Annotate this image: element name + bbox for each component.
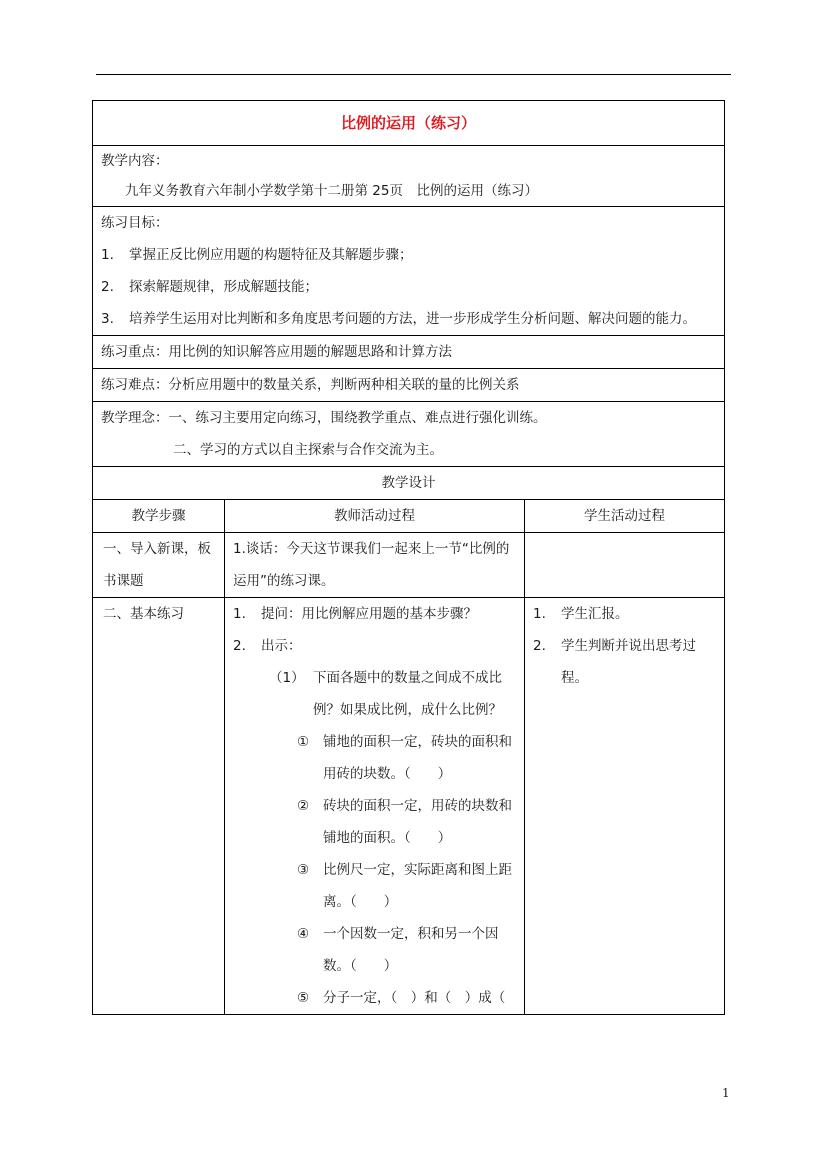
goal-text: 探索解题规律，形成解题技能； <box>129 279 318 295</box>
student-cell <box>525 533 725 598</box>
goals-label: 练习目标： <box>101 215 169 231</box>
concept-section <box>93 402 725 467</box>
item-number: 1. <box>533 606 546 622</box>
option-text: 比例尺一定，实际距离和图上距离。（ ） <box>323 862 512 910</box>
document-title: 比例的运用（练习） <box>93 101 725 146</box>
item-number: 1. <box>233 606 246 622</box>
teacher-cell: 1.谈话：今天这节课我们一起来上一节“比例的运用”的练习课。 <box>225 533 525 598</box>
option-number: ③ <box>297 862 310 878</box>
option-text: 砖块的面积一定，用砖的块数和铺地的面积。（ ） <box>323 798 512 846</box>
table-row <box>93 598 725 1015</box>
design-header: 教学设计 <box>93 467 725 500</box>
goal-number: 3. <box>101 311 114 327</box>
option-item <box>233 790 516 854</box>
step-cell: 一、导入新课，板书课题 <box>93 533 225 598</box>
item-text: 学生判断并说出思考过程。 <box>561 638 696 686</box>
option-text: 铺地的面积一定，砖块的面积和用砖的块数。（ ） <box>323 734 512 782</box>
goal-text: 掌握正反比例应用题的构题特征及其解题步骤； <box>129 247 413 263</box>
student-cell <box>525 598 725 1015</box>
item-text: 出示： <box>261 638 302 654</box>
header-rule <box>96 74 731 75</box>
content-label: 教学内容： <box>101 153 169 169</box>
option-number: ① <box>297 734 310 750</box>
teacher-cell <box>225 598 525 1015</box>
concept-line-1: 教学理念：一、练习主要用定向练习，围绕教学重点、难点进行强化训练。 <box>101 410 547 426</box>
goals-section <box>93 207 725 336</box>
content-section <box>93 146 725 207</box>
content-text: 九年义务教育六年制小学数学第十二册第 25页 比例的运用（练习） <box>125 183 538 199</box>
page-number: 1 <box>722 1086 730 1100</box>
item-text: 学生汇报。 <box>561 606 629 622</box>
column-header-steps: 教学步骤 <box>93 500 225 533</box>
sub-question <box>233 662 516 726</box>
option-item <box>233 726 516 790</box>
student-item <box>533 630 716 694</box>
option-text: 分子一定，（ ）和（ ）成（ <box>323 990 506 1006</box>
lesson-plan-table <box>92 100 725 1015</box>
goal-number: 2. <box>101 279 114 295</box>
goal-item <box>101 303 716 335</box>
goal-item <box>101 271 716 303</box>
goal-item <box>101 239 716 271</box>
sub-question-text: 下面各题中的数量之间成不成比例？如果成比例，成什么比例？ <box>313 670 502 718</box>
goal-text: 培养学生运用对比判断和多角度思考问题的方法，进一步形成学生分析问题、解决问题的能力。 <box>129 311 696 327</box>
option-number: ⑤ <box>297 990 310 1006</box>
item-number: 2. <box>233 638 246 654</box>
goal-number: 1. <box>101 247 114 263</box>
student-item <box>533 598 716 630</box>
option-number: ② <box>297 798 310 814</box>
option-item <box>233 982 516 1014</box>
teacher-item <box>233 630 516 662</box>
focus-section: 练习重点：用比例的知识解答应用题的解题思路和计算方法 <box>93 336 725 369</box>
concept-line-2: 二、学习的方式以自主探索与合作交流为主。 <box>173 442 443 458</box>
step-cell: 二、基本练习 <box>93 598 225 1015</box>
teacher-item <box>233 598 516 630</box>
option-text: 一个因数一定，积和另一个因数。（ ） <box>323 926 499 974</box>
item-number: 2. <box>533 638 546 654</box>
option-number: ④ <box>297 926 310 942</box>
column-header-student: 学生活动过程 <box>525 500 725 533</box>
column-header-teacher: 教师活动过程 <box>225 500 525 533</box>
sub-question-number: （1） <box>269 670 305 686</box>
option-item <box>233 854 516 918</box>
table-row <box>93 533 725 598</box>
difficulty-section: 练习难点：分析应用题中的数量关系，判断两种相关联的量的比例关系 <box>93 369 725 402</box>
item-text: 提问：用比例解应用题的基本步骤？ <box>261 606 477 622</box>
option-item <box>233 918 516 982</box>
